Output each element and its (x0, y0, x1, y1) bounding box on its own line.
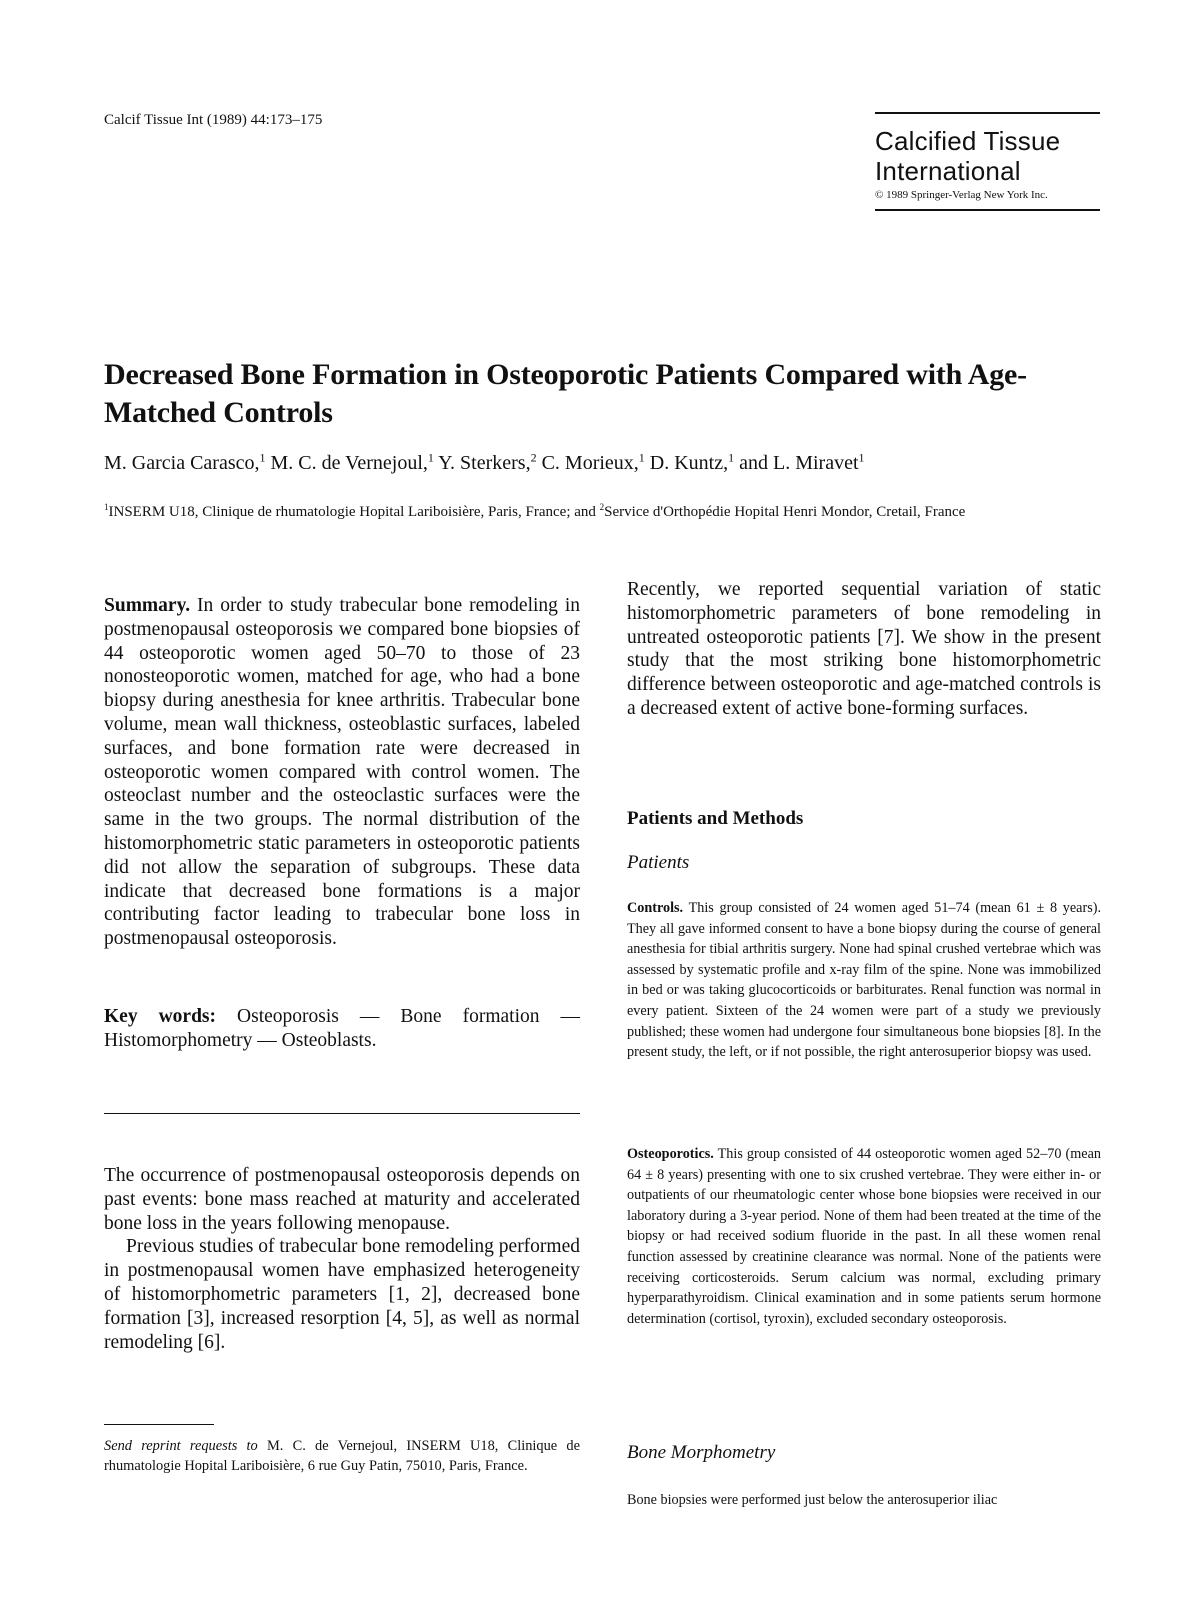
intro-paragraph-2: Previous studies of trabecular bone remodeling performed in postmenopausal women have emphasized heterogeneity of histomorphometric parameters [1, 2], decreased bone formation [3], increased resorption [4, 5], as well as normal remodeling [6]. (104, 1236, 580, 1353)
keywords-text: Osteoporosis — Bone formation — Histomorphometry — Osteoblasts. (104, 1006, 581, 1051)
brand-bottom-rule (875, 209, 1100, 211)
subsection-heading-patients: Patients (627, 852, 690, 873)
controls-text: This group consisted of 24 women aged 51–74 (mean 61 ± 8 years). They all gave informed consent to have a bone biopsy during the course of general anesthesia for tibial arthritis surgery. None had spinal crushed vertebrae which was assessed by systematic profile and x-ray film of the spine. None was immobilized in bed or was taking glucocorticoids or barbiturates. Renal function was normal in every patient. Sixteen of the 24 women were part of a study we previously published; these women had undergone four simultaneous bone biopsies [8]. In the present study, the left, or if not possible, the right anterosuperior biopsy was used. (627, 900, 1101, 1061)
article-title: Decreased Bone Formation in Osteoporotic Patients Compared with Age-Matched Controls (104, 358, 1027, 429)
author-5: D. Kuntz,$^1$ (649, 450, 735, 474)
brand-top-rule (875, 112, 1100, 114)
summary-text: In order to study trabecular bone remodeling in postmenopausal osteoporosis we compared bone biopsies of 44 osteoporotic women aged 50–70 to those of 23 nonosteoporotic women, matched for age, who had a bone biopsy during anesthesia for knee arthritis. Trabecular bone volume, mean wall thickness, osteoblastic surfaces, labeled surfaces, and bone formation rate were decreased in osteoporotic women compared with control women. The osteoclast number and the osteoclastic surfaces were the same in the two groups. The normal distribution of the histomorphometric static parameters in osteoporotic patients did not allow the separation of subgroups. These data indicate that decreased bone formations is a major contributing factor leading to trabecular bone loss in postmenopausal osteoporosis. (104, 595, 580, 950)
bone-morphometry-text: Bone biopsies were performed just below the anterosuperior iliac (627, 1492, 998, 1508)
author-1: M. Garcia Carasco,$^1$ (104, 450, 266, 474)
author-3: Y. Sterkers,$^2$ (438, 450, 537, 474)
footnote-label: Send reprint requests to (104, 1438, 258, 1454)
footnote-text: M. C. de Vernejoul, INSERM U18, Clinique de rhumatologie Hopital Lariboisière, 6 rue Guy Patin, 75010, Paris, France. (104, 1438, 580, 1474)
subsection-heading-bone-morphometry: Bone Morphometry (627, 1442, 776, 1463)
journal-citation: Calcif Tissue Int (1989) 44:173–175 (104, 112, 323, 128)
summary-label: Summary. (104, 595, 191, 616)
author-4: C. Morieux,$^1$ (541, 450, 645, 474)
author-2: M. C. de Vernejoul,$^1$ (270, 450, 434, 474)
osteoporotics-label: Osteoporotics. (627, 1146, 714, 1162)
intro-paragraph-1: The occurrence of postmenopausal osteoporosis depends on past events: bone mass reached at maturity and accelerated bone loss in the years following menopause. (104, 1165, 580, 1234)
controls-paragraph (627, 898, 1101, 1063)
author-6: and L. Miravet$^1$ (739, 450, 865, 474)
copyright-notice: © 1989 Springer-Verlag New York Inc. (875, 189, 1048, 201)
journal-name: Calcified Tissue International (875, 126, 1061, 186)
affiliations: $^1$INSERM U18, Clinique de rhumatologie Hopital Lariboisière, Paris, France; and $^2$Service d'Orthopédie Hopital Henri Mondor, Cretail, France (104, 502, 966, 520)
osteoporotics-paragraph (627, 1144, 1101, 1329)
controls-label: Controls. (627, 900, 684, 916)
intro-continued: Recently, we reported sequential variation of static histomorphometric parameters of bone remodeling in untreated osteoporotic patients [7]. We show in the present study that the most striking bone histomorphometric difference between osteoporotic and age-matched controls is a decreased extent of active bone-forming surfaces. (627, 579, 1101, 719)
keywords-label: Key words: (104, 1006, 217, 1027)
section-heading-patients-methods: Patients and Methods (627, 808, 804, 829)
journal-brand-block (875, 112, 1100, 211)
introduction (104, 1164, 580, 1354)
author-list (104, 452, 865, 475)
abstract-summary (104, 594, 580, 951)
keywords (104, 1005, 580, 1053)
footnote-rule (104, 1424, 214, 1425)
reprint-footnote (104, 1436, 580, 1476)
osteoporotics-text: This group consisted of 44 osteoporotic women aged 52–70 (mean 64 ± 8 years) presenting with one to six crushed vertebrae. They were either in- or outpatients of our rheumatologic center whose bone biopsies were received in our laboratory during a 3-year period. None of them had been treated at the time of the biopsy or had received sodium fluoride in the past. In all these women renal function assessed by creatinine clearance was normal. None of the patients were receiving corticosteroids. Serum calcium was normal, excluding primary hyperparathyroidism. Clinical examination and in some patients serum hormone determination (cortisol, tyroxin), excluded secondary osteoporosis. (627, 1146, 1101, 1327)
abstract-divider (104, 1113, 580, 1114)
